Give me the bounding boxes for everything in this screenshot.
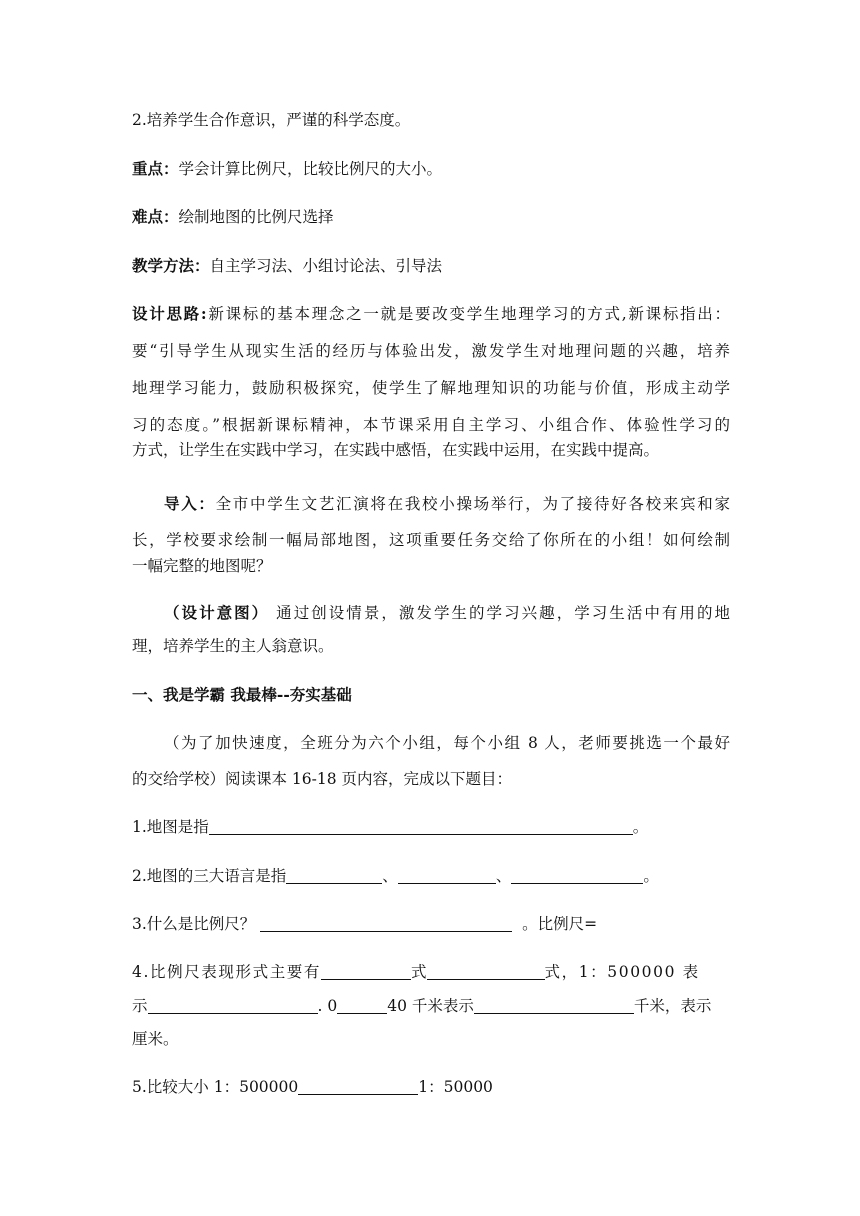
question-2-suffix: 。 [643,867,659,885]
answer-blank[interactable] [398,867,496,884]
question-4 [132,962,730,982]
question-4-text: 千米，表示 [633,997,712,1015]
answer-blank[interactable] [427,963,545,980]
question-4-line-2 [132,996,730,1016]
design-idea-label: 设计思路: [132,304,207,323]
difficult-point [132,207,730,227]
answer-blank[interactable] [474,997,634,1014]
section-1-intro-line [164,733,730,753]
answer-blank[interactable] [511,867,643,884]
intro-text: 一幅完整的地图呢？ [132,557,272,575]
section-1-title-text: 一、我是学霸 我最棒--夯实基础 [132,685,352,704]
design-intent-text: 通过创设情景，激发学生的学习兴趣，学习生活中有用的地 [276,604,730,622]
difficult-point-label: 难点： [132,207,179,226]
question-4-text: . 0 [317,997,338,1015]
design-idea-text: 习的态度。”根据新课标精神，本节课采用自主学习、小组合作、体验性学习的 [132,416,730,434]
key-point-label: 重点： [132,159,179,178]
question-2-separator: 、 [495,867,512,885]
question-4-line-3 [132,1029,730,1049]
design-intent-label: （设计意图） [164,603,270,622]
question-1 [132,817,730,837]
intro-line [132,556,730,576]
question-3-suffix: 。比例尺= [522,915,598,933]
question-3-prefix: 3.什么是比例尺？ [132,915,256,933]
objective-2-text: 2.培养学生合作意识，严谨的科学态度。 [132,111,411,129]
design-idea-line [132,440,730,460]
design-intent-line [132,636,730,656]
intro-text: 全市中学生文艺汇演将在我校小操场举行，为了接待好各校来宾和家 [215,495,730,513]
difficult-point-text: 绘制地图的比例尺选择 [178,208,334,226]
question-2-prefix: 2.地图的三大语言是指 [132,867,287,885]
answer-blank[interactable] [260,915,512,932]
question-4-text: 式 [411,963,427,981]
answer-blank[interactable] [337,997,387,1014]
question-4-text: 式，1：500000 表 [544,963,700,981]
answer-blank[interactable] [148,997,318,1014]
intro-line [132,530,730,550]
design-idea-line [132,341,730,361]
teaching-method-text: 自主学习法、小组讨论法、引导法 [209,257,443,275]
key-point [132,159,730,179]
design-intent-line [164,603,730,623]
answer-blank[interactable] [298,1078,418,1095]
intro-text: 长，学校要求绘制一幅局部地图，这项重要任务交给了你所在的小组！如何绘制 [132,531,730,549]
question-4-prefix: 4.比例尺表现形式主要有 [132,963,321,981]
question-5-suffix: 1：50000 [418,1078,493,1096]
section-1-title [132,685,730,705]
answer-blank[interactable] [321,963,411,980]
section-1-intro-text: （为了加快速度，全班分为六个小组，每个小组 8 人，老师要挑选一个最好 [164,734,730,752]
objective-2 [132,110,730,130]
teaching-method-label: 教学方法： [132,256,210,275]
design-idea-line [132,304,730,324]
key-point-text: 学会计算比例尺，比较比例尺的大小。 [178,160,443,178]
question-5 [132,1077,730,1097]
design-intent-text: 理，培养学生的主人翁意识。 [132,637,334,655]
answer-blank[interactable] [286,867,382,884]
question-2-separator: 、 [382,867,398,885]
design-idea-text: 地理学习能力，鼓励积极探究，使学生了解地理知识的功能与价值，形成主动学 [132,379,730,397]
intro-line [164,494,730,514]
question-2 [132,866,730,886]
question-3 [132,914,730,934]
design-idea-line [132,378,730,398]
question-4-text: 示 [132,997,148,1015]
design-idea-text: 要“引导学生从现实生活的经历与体验出发，激发学生对地理问题的兴趣，培养 [132,342,730,360]
question-1-suffix: 。 [632,818,649,836]
question-4-text: 厘米。 [132,1030,179,1048]
design-idea-text: 方式，让学生在实践中学习，在实践中感悟，在实践中运用，在实践中提高。 [132,441,660,459]
section-1-intro-line [132,769,730,789]
answer-blank[interactable] [209,818,633,835]
intro-label: 导入： [164,494,216,513]
teaching-method [132,256,730,276]
question-4-text: 40 千米表示 [387,997,474,1015]
design-idea-line [132,415,730,435]
question-1-prefix: 1.地图是指 [132,818,209,836]
design-idea-text: 新课标的基本理念之一就是要改变学生地理学习的方式,新课标指出： [206,305,730,323]
question-5-prefix: 5.比较大小 1：500000 [132,1078,299,1096]
section-1-intro-text: 的交给学校）阅读课本 16-18 页内容，完成以下题目： [132,770,513,788]
